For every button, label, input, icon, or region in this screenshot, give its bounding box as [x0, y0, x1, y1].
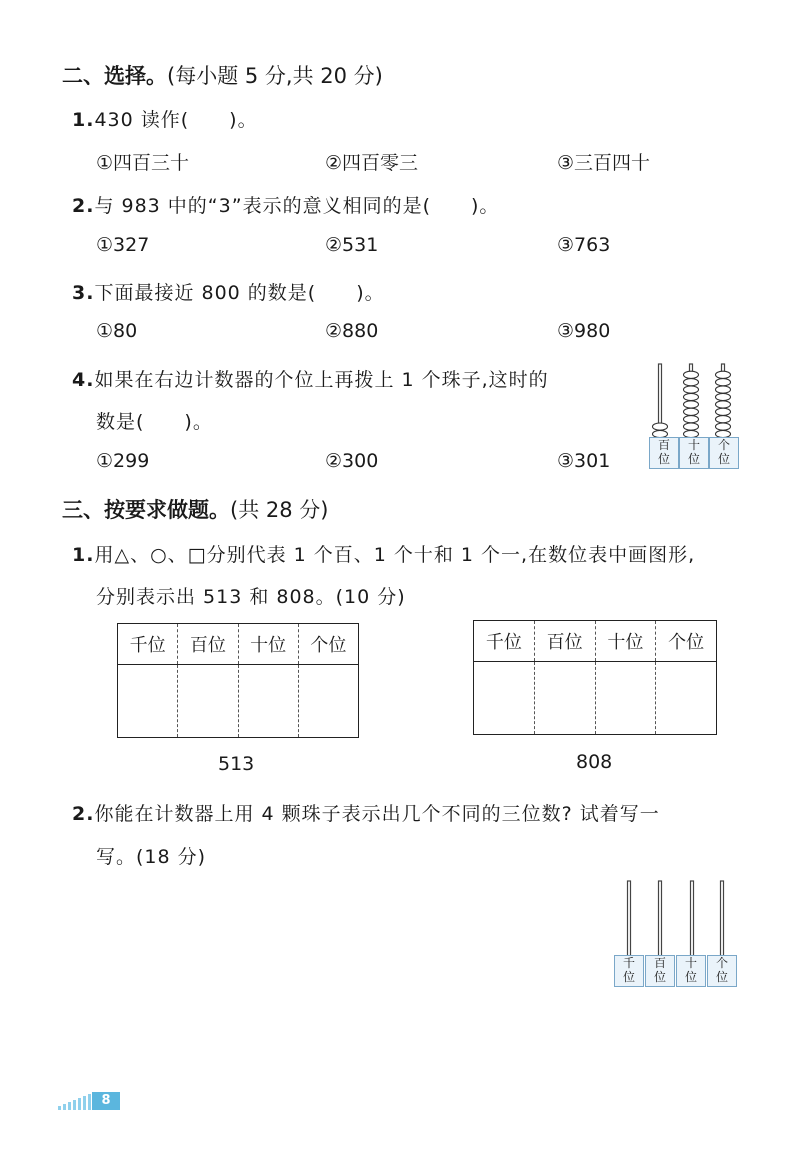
- table-header: 个位: [298, 624, 358, 665]
- abacus-1-bead-tens: [684, 423, 699, 430]
- section3-heading: [62, 494, 328, 524]
- question-3: [72, 278, 385, 305]
- section3-note: (共 28 分): [230, 498, 329, 522]
- abacus-2-label-hundreds: 百 位: [645, 955, 675, 987]
- option-3-1[interactable]: ①80: [96, 320, 138, 342]
- abacus-1-rods: [640, 360, 740, 438]
- abacus-1-bead-tens: [684, 371, 699, 378]
- table-cell-tens[interactable]: [238, 665, 298, 738]
- table-header: 十位: [238, 624, 298, 665]
- section3-question-2: [72, 799, 660, 826]
- question-text: 与 983 中的“3”表示的意义相同的是( )。: [94, 195, 500, 217]
- abacus-1-bead-tens: [684, 401, 699, 408]
- abacus-1-bead-ones: [716, 416, 731, 423]
- place-value-table-513: [117, 623, 359, 738]
- abacus-2-rods: [612, 878, 742, 956]
- question-text: 用△、○、□分别代表 1 个百、1 个十和 1 个一,在数位表中画图形,: [94, 544, 696, 566]
- question-4-line2: 数是( )。: [96, 411, 213, 433]
- abacus-2-rod-ones: [721, 881, 724, 956]
- option-4-1[interactable]: ①299: [96, 450, 150, 472]
- table-cell-tens[interactable]: [595, 662, 656, 735]
- question-number: 3.: [72, 282, 95, 304]
- abacus-1-bead-hundreds: [653, 423, 668, 430]
- page-number: 8: [92, 1092, 120, 1110]
- option-2-1[interactable]: ①327: [96, 234, 150, 256]
- place-value-table-808: [473, 620, 717, 735]
- table-header: 个位: [656, 621, 717, 662]
- table-cell-hundreds[interactable]: [178, 665, 238, 738]
- question-text: 430 读作( )。: [94, 109, 258, 131]
- table-header: 十位: [595, 621, 656, 662]
- section2-note: (每小题 5 分,共 20 分): [167, 64, 383, 88]
- table-cell-thousands[interactable]: [474, 662, 535, 735]
- option-1-3[interactable]: ③三百四十: [557, 152, 651, 174]
- table-header: 百位: [178, 624, 238, 665]
- option-4-2[interactable]: ②300: [325, 450, 379, 472]
- question-text: 如果在右边计数器的个位上再拨上 1 个珠子,这时的: [94, 369, 549, 391]
- abacus-2-label-ones: 个 位: [707, 955, 737, 987]
- question-number: 1.: [72, 544, 95, 566]
- question-1: [72, 105, 258, 132]
- abacus-1-bead-ones: [716, 386, 731, 393]
- abacus-1-bead-ones: [716, 401, 731, 408]
- table-caption-513: 513: [218, 753, 255, 775]
- abacus-1-bead-tens: [684, 386, 699, 393]
- abacus-2-label-thousands: 千 位: [614, 955, 644, 987]
- abacus-2-rod-hundreds: [659, 881, 662, 956]
- table-cell-ones[interactable]: [298, 665, 358, 738]
- table-header: 千位: [118, 624, 178, 665]
- option-2-2[interactable]: ②531: [325, 234, 379, 256]
- option-3-3[interactable]: ③980: [557, 320, 611, 342]
- section3-title: 三、按要求做题。: [62, 498, 230, 522]
- abacus-1-label-tens: 十 位: [679, 437, 709, 469]
- abacus-2-rod-tens: [691, 881, 694, 956]
- option-1-2[interactable]: ②四百零三: [325, 152, 419, 174]
- abacus-2-rod-thousands: [628, 881, 631, 956]
- abacus-1-bead-ones: [716, 371, 731, 378]
- section2-title: 二、选择。: [62, 64, 167, 88]
- page-decoration-bars: [58, 1093, 92, 1110]
- table-cell-hundreds[interactable]: [534, 662, 595, 735]
- question-number: 2.: [72, 803, 95, 825]
- abacus-1-bead-tens: [684, 416, 699, 423]
- abacus-1-label-hundreds: 百 位: [649, 437, 679, 469]
- question-text: 你能在计数器上用 4 颗珠子表示出几个不同的三位数? 试着写一: [94, 803, 660, 825]
- table-cell-ones[interactable]: [656, 662, 717, 735]
- question-number: 2.: [72, 195, 95, 217]
- table-header: 千位: [474, 621, 535, 662]
- question-text: 下面最接近 800 的数是( )。: [94, 282, 385, 304]
- abacus-1-bead-ones: [716, 408, 731, 415]
- abacus-1-label-ones: 个 位: [709, 437, 739, 469]
- option-4-3[interactable]: ③301: [557, 450, 611, 472]
- question-number: 4.: [72, 369, 95, 391]
- option-1-1[interactable]: ①四百三十: [96, 152, 190, 174]
- abacus-1-bead-tens: [684, 379, 699, 386]
- abacus-1-bead-tens: [684, 393, 699, 400]
- abacus-1-bead-ones: [716, 379, 731, 386]
- abacus-2-label-tens: 十 位: [676, 955, 706, 987]
- option-3-2[interactable]: ②880: [325, 320, 379, 342]
- question-number: 1.: [72, 109, 95, 131]
- section3-question-2-line2: 写。(18 分): [96, 846, 207, 868]
- option-2-3[interactable]: ③763: [557, 234, 611, 256]
- question-4: [72, 365, 549, 392]
- section2-heading: [62, 60, 383, 90]
- table-cell-thousands[interactable]: [118, 665, 178, 738]
- table-caption-808: 808: [576, 751, 613, 773]
- section3-question-1: [72, 540, 695, 567]
- section3-question-1-line2: 分别表示出 513 和 808。(10 分): [96, 586, 406, 608]
- table-header: 百位: [534, 621, 595, 662]
- abacus-1-bead-ones: [716, 423, 731, 430]
- question-2: [72, 191, 499, 218]
- abacus-1-bead-ones: [716, 393, 731, 400]
- abacus-1-bead-tens: [684, 408, 699, 415]
